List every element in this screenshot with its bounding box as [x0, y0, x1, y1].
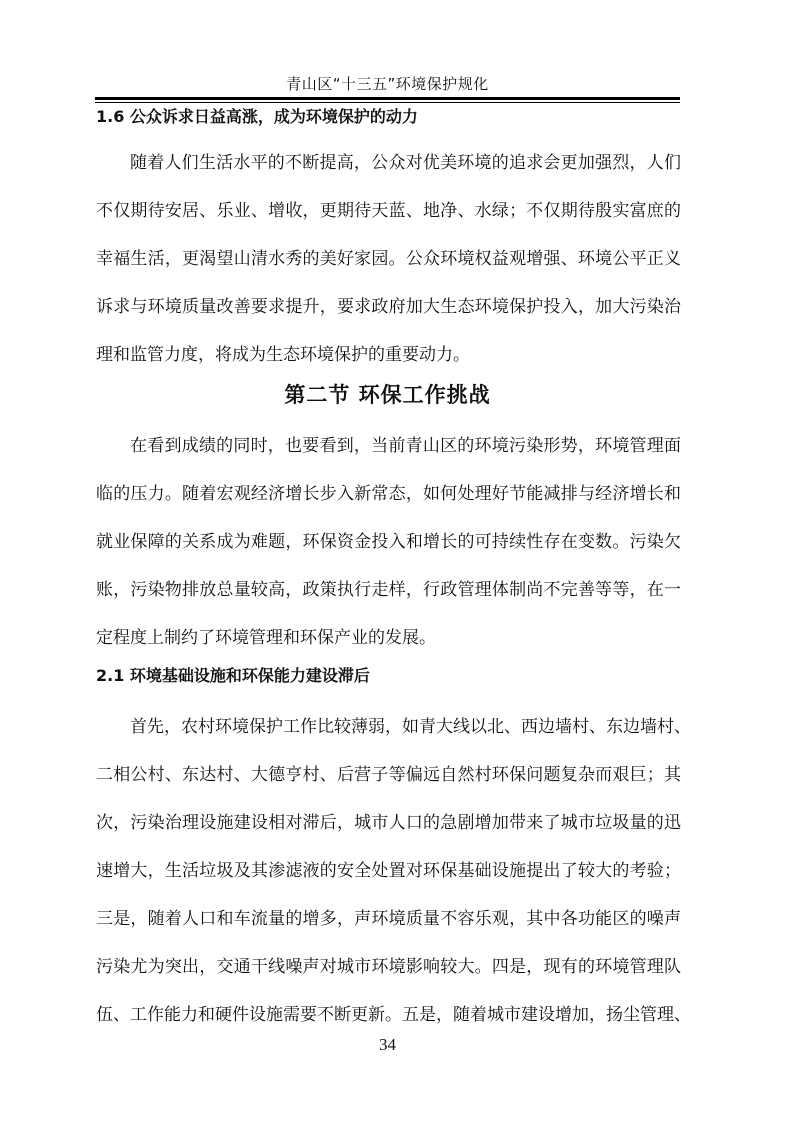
- paragraph-public-demand: [96, 139, 681, 379]
- paragraph-line: 诉求与环境质量改善要求提升，要求政府加大生态环境保护投入，加大污染治: [96, 297, 681, 317]
- paragraph-line: 随着人们生活水平的不断提高，公众对优美环境的追求会更加强烈，人们: [130, 153, 681, 173]
- paragraph-line: 在看到成绩的同时，也要看到，当前青山区的环境污染形势，环境管理面: [130, 436, 681, 456]
- paragraph-line: 临的压力。随着宏观经济增长步入新常态，如何处理好节能减排与经济增长和: [96, 484, 681, 504]
- paragraph-line: 速增大，生活垃圾及其渗滤液的安全处置对环保基础设施提出了较大的考验；: [96, 861, 681, 881]
- paragraph-line: 账，污染物排放总量较高，政策执行走样，行政管理体制尚不完善等等，在一: [96, 580, 681, 600]
- paragraph-line: 定程度上制约了环境管理和环保产业的发展。: [96, 628, 436, 648]
- paragraph-line: 幸福生活，更渴望山清水秀的美好家园。公众环境权益观增强、环境公平正义: [96, 249, 681, 269]
- running-header: 青山区“十三五”环境保护规化: [286, 75, 489, 93]
- paragraph-line: 就业保障的关系成为难题，环保资金投入和增长的可持续性存在变数。污染欠: [96, 532, 681, 552]
- paragraph-line: 次，污染治理设施建设相对滞后，城市人口的急剧增加带来了城市垃圾量的迅: [96, 813, 681, 833]
- paragraph-line: 不仅期待安居、乐业、增收，更期待天蓝、地净、水绿；不仅期待殷实富庶的: [96, 201, 681, 221]
- header-rule-thin: [95, 102, 680, 103]
- subsection-heading-1-6: 1.6 公众诉求日益高涨，成为环境保护的动力: [96, 107, 418, 126]
- paragraph-line: 污染尤为突出，交通干线噪声对城市环境影响较大。四是，现有的环境管理队: [96, 957, 681, 977]
- section-title: 第二节 环保工作挑战: [284, 383, 491, 407]
- paragraph-line: 理和监管力度，将成为生态环境保护的重要动力。: [96, 345, 470, 365]
- paragraph-line: 首先，农村环境保护工作比较薄弱，如青大线以北、西边墙村、东边墙村、: [130, 717, 691, 737]
- subsection-heading-2-1: 2.1 环境基础设施和环保能力建设滞后: [96, 666, 370, 685]
- paragraph-infrastructure: [96, 703, 691, 1039]
- paragraph-challenges-intro: [96, 422, 681, 662]
- header-rule-thick: [95, 97, 680, 100]
- page-number: 34: [379, 1035, 396, 1054]
- paragraph-line: 二相公村、东达村、大德亨村、后营子等偏远自然村环保问题复杂而艰巨；其: [96, 765, 681, 785]
- paragraph-line: 三是，随着人口和车流量的增多，声环境质量不容乐观，其中各功能区的噪声: [96, 909, 681, 929]
- paragraph-line: 伍、工作能力和硬件设施需要不断更新。五是，随着城市建设增加，扬尘管理、: [96, 1005, 691, 1025]
